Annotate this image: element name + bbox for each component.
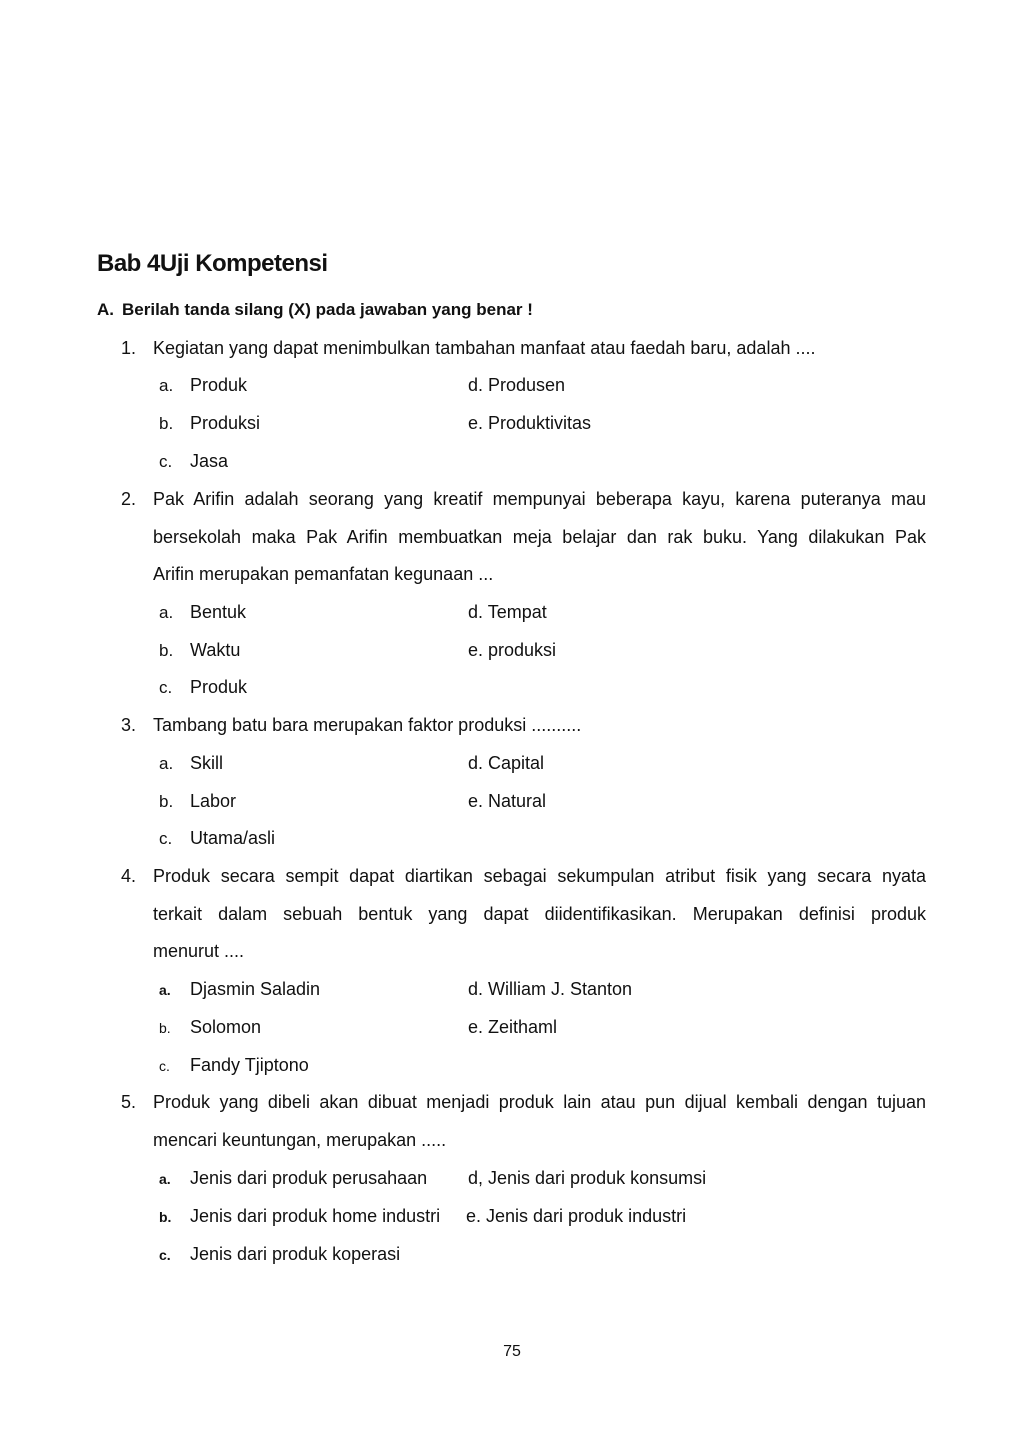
option-letter: c. [159, 829, 173, 848]
option-letter: b. [159, 641, 174, 660]
question-text: terkait dalam sebuah bentuk yang dapat diidentifikasikan. Merupakan definisi produk [153, 904, 926, 924]
question-text: Tambang batu bara merupakan faktor produksi .......... [153, 715, 582, 735]
option-text: Solomon [190, 1017, 262, 1037]
option-text: Jenis dari produk home industri [190, 1206, 441, 1226]
option-text: d. William J. Stanton [468, 979, 633, 999]
option-text: Labor [190, 791, 237, 811]
question-number: 1. [121, 338, 137, 358]
option-text: Produk [190, 375, 248, 395]
option-text: Fandy Tjiptono [190, 1055, 309, 1075]
option-text: e. Zeithaml [468, 1017, 558, 1037]
question-text: mencari keuntungan, merupakan ..... [153, 1130, 447, 1150]
page-title: Bab 4Uji Kompetensi [97, 250, 328, 277]
option-letter: a. [159, 603, 174, 622]
option-letter: b. [159, 792, 174, 811]
option-letter: a. [159, 982, 171, 998]
question-text: Pak Arifin adalah seorang yang kreatif mempunyai beberapa kayu, karena puteranya mau [153, 489, 926, 509]
question-number: 3. [121, 715, 137, 735]
option-text: d, Jenis dari produk konsumsi [468, 1168, 707, 1188]
option-text: Djasmin Saladin [190, 979, 321, 999]
question-number: 4. [121, 866, 137, 886]
option-text: d. Capital [468, 753, 545, 773]
question-text: Arifin merupakan pemanfatan kegunaan ... [153, 564, 494, 584]
question-text: Kegiatan yang dapat menimbulkan tambahan manfaat atau faedah baru, adalah .... [153, 338, 816, 358]
option-letter: a. [159, 376, 174, 395]
option-text: Produksi [190, 413, 261, 433]
section-instruction: Berilah tanda silang (X) pada jawaban yang benar ! [122, 300, 533, 319]
option-text: Bentuk [190, 602, 247, 622]
section-letter: A. [97, 300, 114, 319]
option-text: e. Produktivitas [468, 413, 592, 433]
option-letter: b. [159, 1209, 172, 1225]
option-text: e. Jenis dari produk industri [466, 1206, 687, 1226]
question-text: Produk secara sempit dapat diartikan sebagai sekumpulan atribut fisik yang secara nyata [153, 866, 926, 886]
option-letter: a. [159, 754, 174, 773]
option-text: e. produksi [468, 640, 557, 660]
option-text: Jenis dari produk koperasi [190, 1244, 401, 1264]
question-text: bersekolah maka Pak Arifin membuatkan meja belajar dan rak buku. Yang dilakukan Pak [153, 527, 926, 547]
option-letter: c. [159, 452, 173, 471]
option-text: Jenis dari produk perusahaan [190, 1168, 428, 1188]
option-letter: c. [159, 1247, 171, 1263]
question-number: 2. [121, 489, 137, 509]
option-letter: c. [159, 1058, 170, 1074]
question-number: 5. [121, 1092, 137, 1112]
option-letter: b. [159, 414, 174, 433]
question-text: menurut .... [153, 941, 245, 961]
option-text: Jasa [190, 451, 229, 471]
option-text: e. Natural [468, 791, 547, 811]
option-text: Waktu [190, 640, 241, 660]
option-text: d. Tempat [468, 602, 547, 622]
option-letter: c. [159, 678, 173, 697]
option-letter: a. [159, 1171, 171, 1187]
option-text: d. Produsen [468, 375, 566, 395]
option-text: Utama/asli [190, 828, 276, 848]
page-number: 75 [503, 1343, 521, 1360]
option-text: Skill [190, 753, 224, 773]
option-text: Produk [190, 677, 248, 697]
option-letter: b. [159, 1020, 171, 1036]
question-text: Produk yang dibeli akan dibuat menjadi produk lain atau pun dijual kembali dengan tujuan [153, 1092, 926, 1112]
